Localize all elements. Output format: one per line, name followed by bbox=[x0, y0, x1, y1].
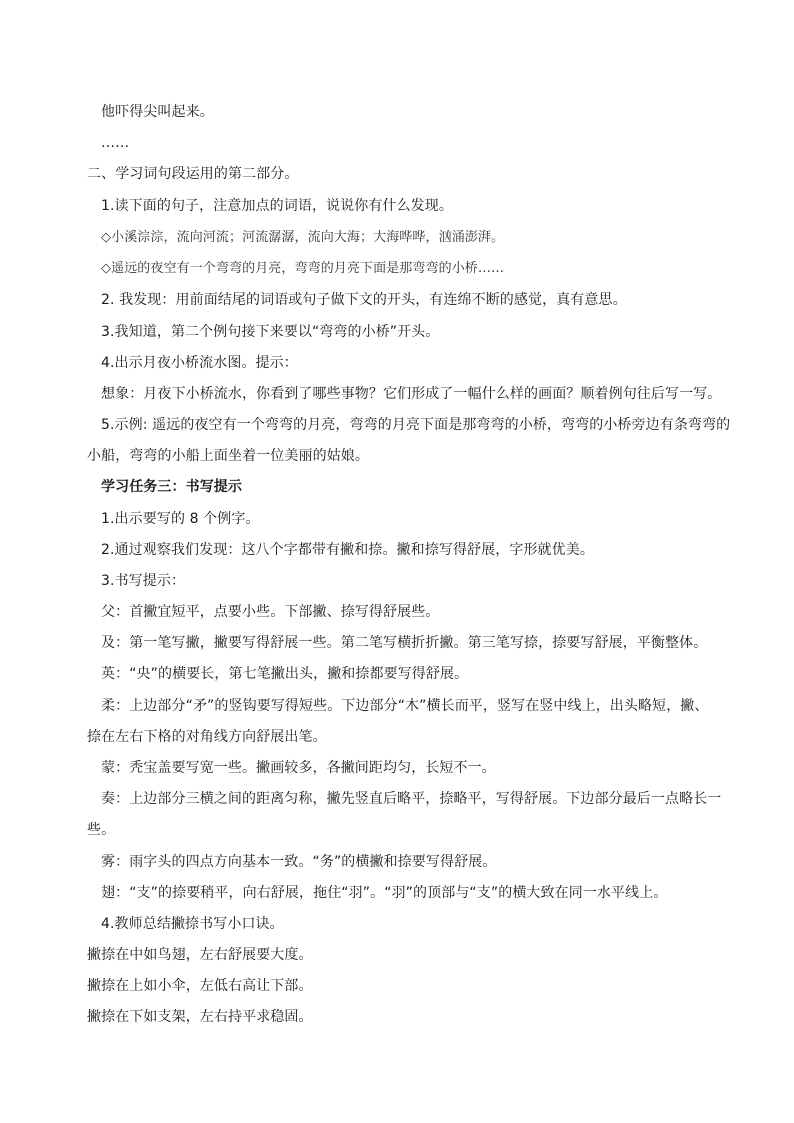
text-line: 1.读下面的句子，注意加点的词语，说说你有什么发现。 bbox=[101, 198, 453, 214]
char-tip-wu: 雾：雨字头的四点方向基本一致。“务”的横撇和捺要写得舒展。 bbox=[101, 854, 497, 870]
char-tip-rou-cont: 捺在左右下格的对角线方向舒展出笔。 bbox=[87, 729, 327, 745]
example-sentence: ◇遥远的夜空有一个弯弯的月亮，弯弯的月亮下面是那弯弯的小桥…… bbox=[101, 261, 505, 276]
text-line: 2.通过观察我们发现：这八个字都带有撇和捺。撇和捺写得舒展，字形就优美。 bbox=[101, 542, 594, 558]
char-tip-fu: 父：首撇宜短平，点要小些。下部撇、捺写得舒展些。 bbox=[101, 604, 440, 620]
task-heading: 学习任务三：书写提示 bbox=[101, 479, 242, 495]
text-line: 4.出示月夜小桥流水图。提示： bbox=[101, 355, 298, 371]
char-tip-ying: 英：“央”的横要长，第七笔撇出头，撇和捺都要写得舒展。 bbox=[101, 666, 469, 682]
char-tip-zou: 奏：上边部分三横之间的距离匀称，撇先竖直后略平，捺略平，写得舒展。下边部分最后一点略长一 bbox=[101, 791, 722, 807]
rhyme-line: 撇捺在中如鸟翅，左右舒展要大度。 bbox=[87, 947, 313, 963]
rhyme-line: 撇捺在上如小伞，左低右高让下部。 bbox=[87, 978, 313, 994]
text-line: 3.我知道，第二个例句接下来要以“弯弯的小桥”开头。 bbox=[101, 324, 440, 340]
section-heading: 二、学习词句段运用的第二部分。 bbox=[87, 166, 299, 182]
char-tip-chi: 翅：“支”的捺要稍平，向右舒展，拖住“羽”。“羽”的顶部与“支”的横大致在同一水平线上。 bbox=[101, 885, 668, 901]
text-line: 3.书写提示： bbox=[101, 573, 186, 589]
text-line: 1.出示要写的 8 个例字。 bbox=[101, 511, 260, 527]
text-line: 4.教师总结撇捺书写小口诀。 bbox=[101, 916, 284, 932]
text-line: 想象：月夜下小桥流水，你看到了哪些事物？它们形成了一幅什么样的画面？顺着例句往后写一写。 bbox=[101, 386, 722, 402]
text-line: 他吓得尖叫起来。 bbox=[101, 104, 214, 120]
char-tip-meng: 蒙：秃宝盖要写宽一些。撇画较多，各撇间距均匀，长短不一。 bbox=[101, 760, 496, 776]
text-line: 小船，弯弯的小船上面坐着一位美丽的姑娘。 bbox=[87, 448, 369, 464]
rhyme-line: 撇捺在下如支架，左右持平求稳固。 bbox=[87, 1009, 313, 1025]
char-tip-ji: 及：第一笔写撇，撇要写得舒展一些。第二笔写横折折撇。第三笔写捺，捺要写舒展，平衡整体。 bbox=[101, 635, 708, 651]
ellipsis-line: …… bbox=[101, 135, 130, 151]
char-tip-zou-cont: 些。 bbox=[87, 822, 116, 838]
example-sentence: ◇小溪淙淙，流向河流；河流潺潺，流向大海；大海哗哗，汹涌澎湃。 bbox=[101, 230, 505, 245]
text-line: 2. 我发现：用前面结尾的词语或句子做下文的开头，有连绵不断的感觉，真有意思。 bbox=[101, 292, 627, 308]
text-line: 5.示例: 遥远的夜空有一个弯弯的月亮，弯弯的月亮下面是那弯弯的小桥，弯弯的小桥旁边有条弯弯的 bbox=[101, 417, 731, 433]
char-tip-rou: 柔：上边部分“矛”的竖钩要写得短些。下边部分“木”横长而平，竖写在竖中线上，出头略短，撇、 bbox=[101, 698, 709, 714]
